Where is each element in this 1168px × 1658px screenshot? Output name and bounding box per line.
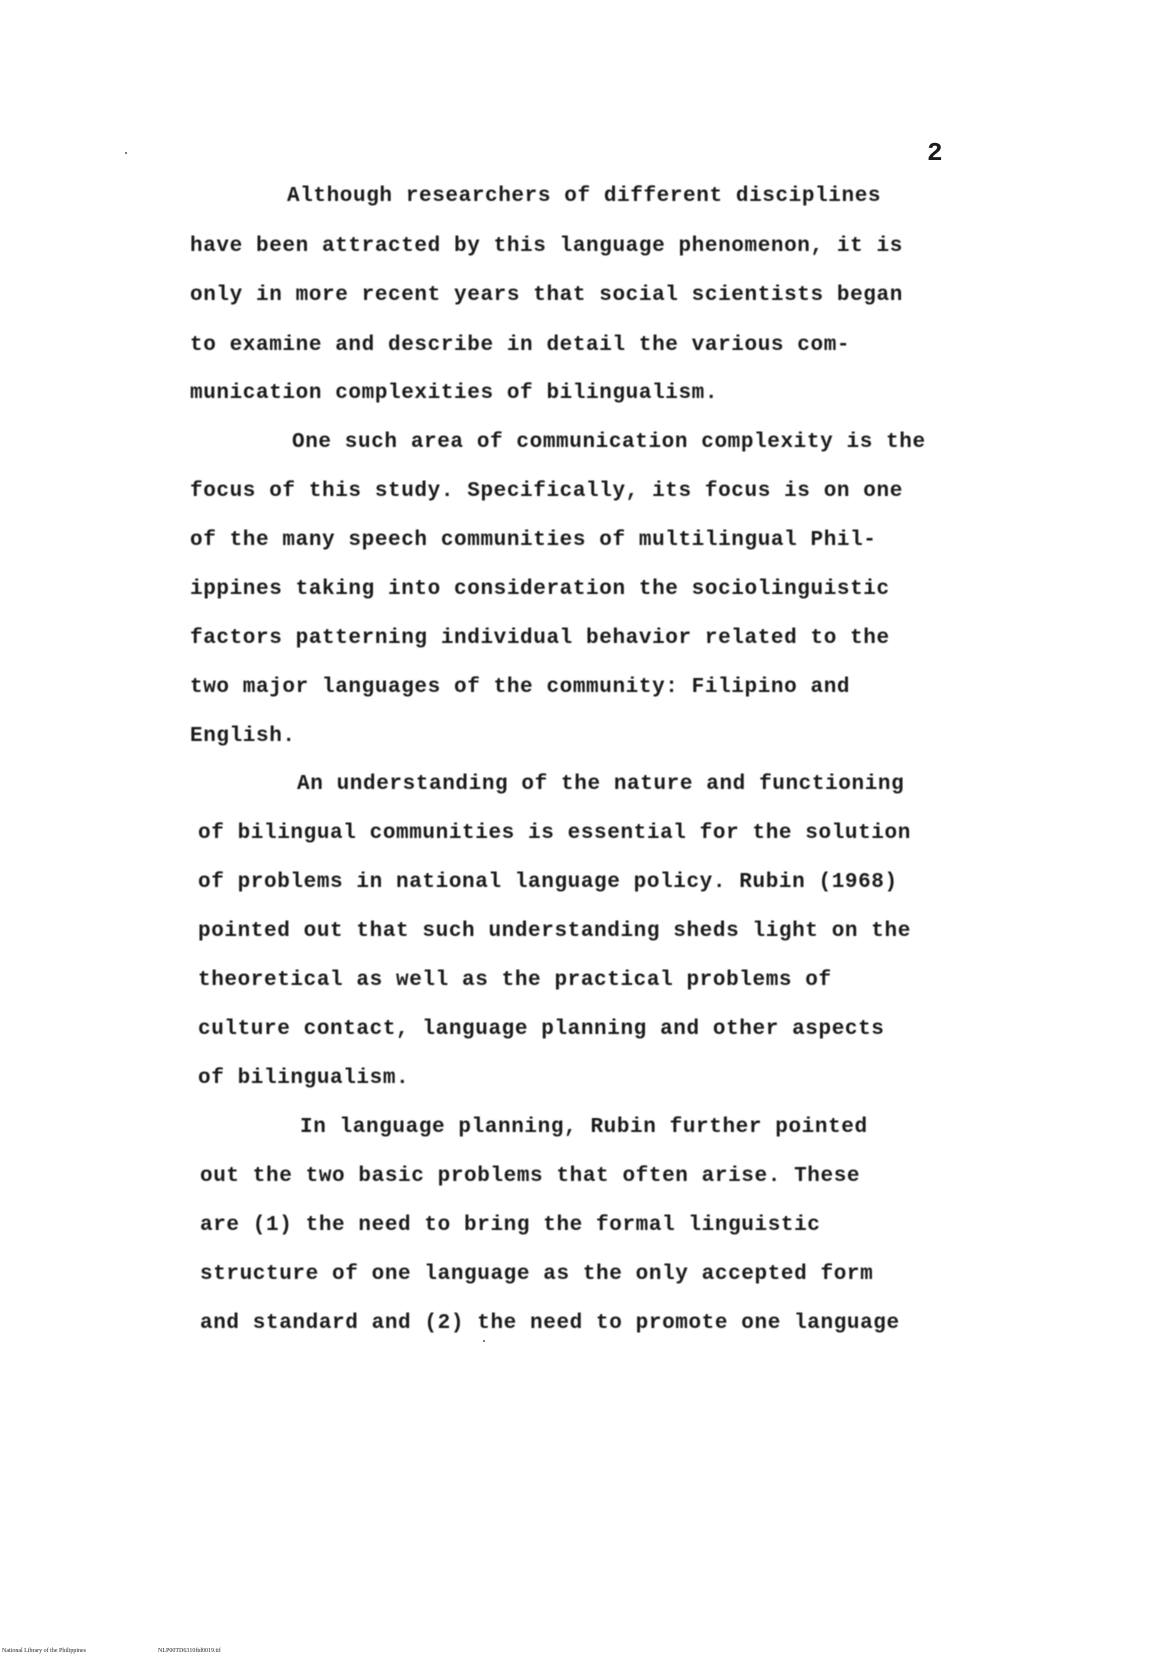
text-line: In language planning, Rubin further pointed xyxy=(300,1116,868,1139)
text-line: theoretical as well as the practical problems of xyxy=(198,969,832,992)
text-line: and standard and (2) the need to promote one language xyxy=(200,1312,900,1335)
text-line: ippines taking into consideration the sociolinguistic xyxy=(190,578,890,601)
text-line: One such area of communication complexity is the xyxy=(292,431,926,454)
text-line: culture contact, language planning and other aspects xyxy=(198,1018,885,1041)
text-line: to examine and describe in detail the various com- xyxy=(190,334,851,357)
text-line: of bilingual communities is essential for the solution xyxy=(198,822,911,845)
text-line: structure of one language as the only accepted form xyxy=(200,1263,874,1286)
page-number: 2 xyxy=(927,138,943,168)
text-line: have been attracted by this language phenomenon, it is xyxy=(190,235,903,258)
text-line: of bilingualism. xyxy=(198,1067,410,1090)
text-line: of problems in national language policy. Rubin (1968) xyxy=(198,871,898,894)
text-line: only in more recent years that social scientists began xyxy=(190,284,903,307)
text-line: out the two basic problems that often arise. These xyxy=(200,1165,861,1188)
text-line: are (1) the need to bring the formal linguistic xyxy=(200,1214,821,1237)
footer-library: National Library of the Philippines xyxy=(2,1648,86,1654)
text-line: two major languages of the community: Filipino and xyxy=(190,676,851,699)
scan-speck xyxy=(483,1340,485,1342)
text-line: factors patterning individual behavior related to the xyxy=(190,627,890,650)
text-line: of the many speech communities of multilingual Phil- xyxy=(190,529,877,552)
text-line: English. xyxy=(190,725,296,748)
scan-speck xyxy=(125,152,127,154)
text-line: pointed out that such understanding sheds light on the xyxy=(198,920,911,943)
footer-filename: NLP00TD6310ftd0019.tif xyxy=(158,1648,221,1654)
text-line: Although researchers of different disciplines xyxy=(287,185,882,208)
text-line: focus of this study. Specifically, its focus is on one xyxy=(190,480,903,503)
text-line: munication complexities of bilingualism. xyxy=(190,382,719,405)
text-line: An understanding of the nature and functioning xyxy=(297,773,905,796)
